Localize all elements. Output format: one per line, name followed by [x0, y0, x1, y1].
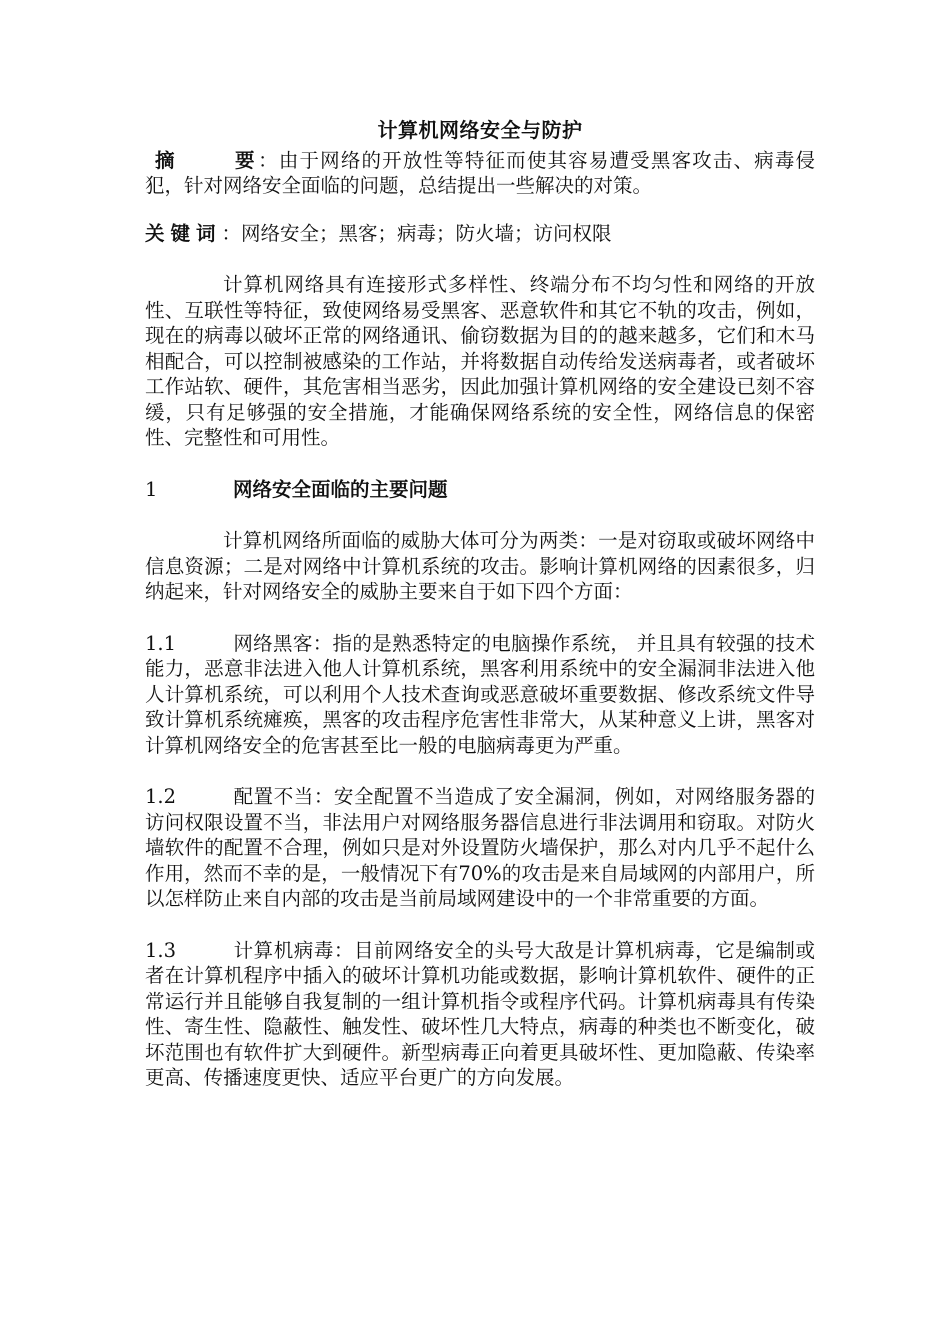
- subsection-text: 计算机病毒：目前网络安全的头号大敌是计算机病毒，它是编制或者在计算机程序中插入的破坏计算机功能或数据，影响计算机软件、硬件的正常运行并且能够自我复制的一组计算机指令或程序代码。计算机病毒具有传染性、寄生性、隐蔽性、触发性、破坏性几大特点，病毒的种类也不断变化，破坏范围也有软件扩大到硬件。新型病毒正向着更具破坏性、更加隐蔽、传染率更高、传播速度更快、适应平台更广的方向发展。: [145, 938, 815, 1089]
- abstract-paragraph: [145, 148, 815, 199]
- subsection-paragraph-1-2: [145, 784, 815, 912]
- section-heading: [145, 477, 815, 503]
- subsection-number: 1.3: [145, 938, 177, 962]
- intro-paragraph: 计算机网络具有连接形式多样性、终端分布不均匀性和网络的开放性、互联性等特征，致使网络易受黑客、恶意软件和其它不轨的攻击，例如，现在的病毒以破坏正常的网络通讯、偷窃数据为目的的越来越多，它们和木马相配合，可以控制被感染的工作站，并将数据自动传给发送病毒者，或者破坏工作站软、硬件，其危害相当恶劣，因此加强计算机网络的安全建设已刻不容缓，只有足够强的安全措施，才能确保网络系统的安全性，网络信息的保密性、完整性和可用性。: [145, 273, 815, 449]
- subsection-paragraph-1-3: [145, 938, 815, 1091]
- abstract-label-first: 摘: [155, 148, 175, 172]
- document-page: [145, 118, 815, 1091]
- section-number: 1: [145, 477, 158, 501]
- subsection-number: 1.2: [145, 785, 177, 808]
- section-intro-paragraph: 计算机网络所面临的威胁大体可分为两类：一是对窃取或破坏网络中信息资源；二是对网络中计算机系统的攻击。影响计算机网络的因素很多，归纳起来，针对网络安全的威胁主要来自于如下四个方面：: [145, 529, 815, 603]
- keywords-label: 关键词: [145, 221, 222, 245]
- document-title: 计算机网络安全与防护: [377, 118, 583, 142]
- section-title: 网络安全面临的主要问题: [233, 477, 448, 501]
- abstract-colon: ：: [257, 148, 279, 172]
- abstract-text: 由于网络的开放性等特征而使其容易遭受黑客攻击、病毒侵犯，针对网络安全面临的问题，总结提出一些解决的对策。: [145, 148, 815, 197]
- keywords-paragraph: [145, 221, 815, 247]
- subsection-text: 配置不当：安全配置不当造成了安全漏洞，例如，对网络服务器的访问权限设置不当，非法用户对网络服务器信息进行非法调用和窃取。对防火墙软件的配置不合理，例如只是对外设置防火墙保护，那么对内几乎不起什么作用，然而不幸的是，一般情况下有70%的攻击是来自局域网的内部用户，所以怎样防止来自内部的攻击是当前局域网建设中的一个非常重要的方面。: [145, 785, 815, 910]
- keywords-colon: ：: [221, 221, 242, 245]
- subsection-paragraph-1-1: [145, 631, 815, 759]
- abstract-label: [145, 148, 257, 174]
- abstract-label-second: 要: [235, 148, 255, 172]
- subsection-text: 网络黑客：指的是熟悉特定的电脑操作系统， 并且具有较强的技术能力，恶意非法进入他人计算机系统，黑客利用系统中的安全漏洞非法进入他人计算机系统，可以利用个人技术查询或恶意破坏重要数据、修改系统文件导致计算机系统瘫痪，黑客的攻击程序危害性非常大，从某种意义上讲，黑客对计算机网络安全的危害甚至比一般的电脑病毒更为严重。: [145, 631, 815, 757]
- keywords-text: 网络安全；黑客；病毒；防火墙；访问权限: [241, 221, 612, 245]
- subsection-number: 1.1: [145, 631, 177, 655]
